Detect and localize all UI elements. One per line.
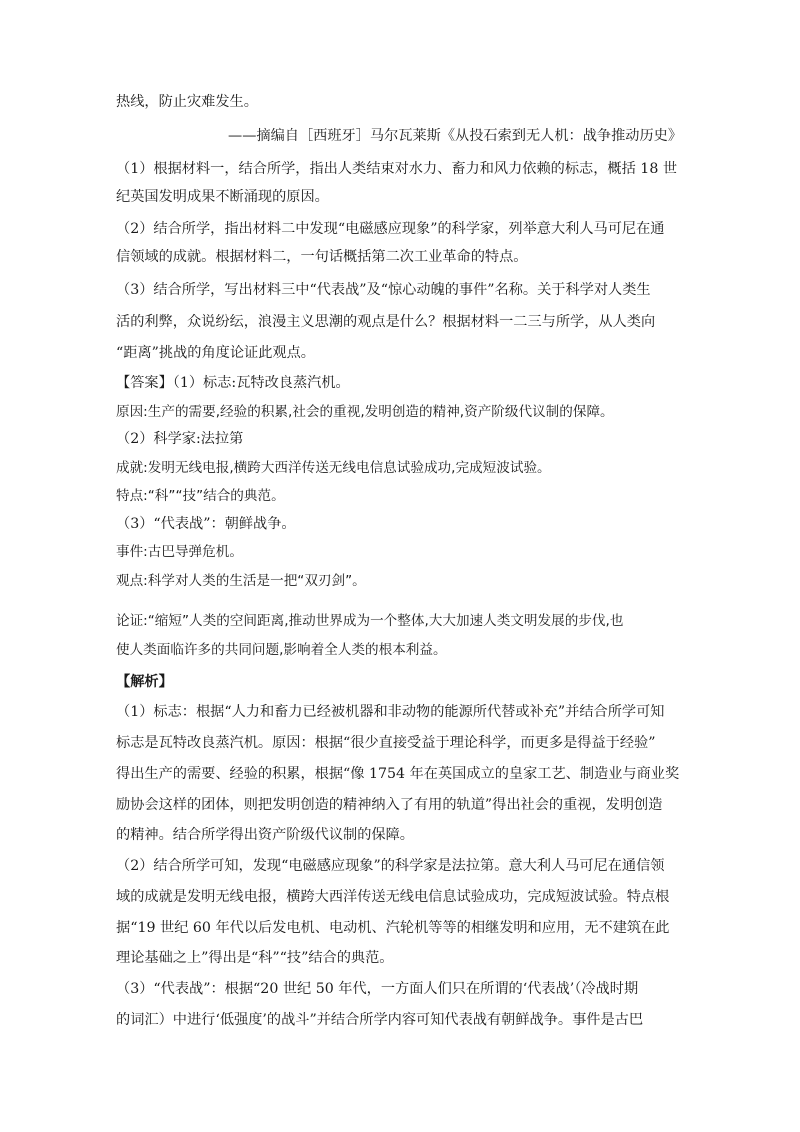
analysis-line: 据“19 世纪 60 年代以后发电机、电动机、汽轮机等等的相继发明和应用，无不建筑在此: [116, 920, 670, 936]
answer-line: 观点:科学对人类的生活是一把“双刃剑”。: [116, 573, 366, 589]
analysis-heading: 【解析】: [116, 674, 173, 690]
answer-line: （2）科学家:法拉第: [116, 431, 244, 447]
answer-line: 事件:古巴导弹危机。: [116, 544, 243, 560]
analysis-line: 域的成就是发明无线电报，横跨大西洋传送无线电信息试验成功，完成短波试验。特点根: [116, 889, 670, 905]
question-line: （2）结合所学，指出材料二中发现“电磁感应现象”的科学家，列举意大利人马可尼在通: [116, 221, 665, 237]
answer-line: 原因:生产的需要,经验的积累,社会的重视,发明创造的精神,资产阶级代议制的保障。: [116, 404, 614, 420]
analysis-line: 的精神。结合所学得出资产阶级代议制的保障。: [116, 827, 414, 843]
answer-line: 成就:发明无线电报,横跨大西洋传送无线电信息试验成功,完成短波试验。: [116, 460, 551, 476]
answer-heading: 【答案】（1）标志:瓦特改良蒸汽机。: [116, 375, 350, 391]
analysis-line: （1）标志：根据“人力和畜力已经被机器和非动物的能源所代替或补充”并结合所学可知: [116, 704, 665, 720]
question-line: 信领域的成就。根据材料二，一句话概括第二次工业革命的特点。: [116, 249, 528, 265]
analysis-line: 标志是瓦特改良蒸汽机。原因：根据“很少直接受益于理论科学，而更多是得益于经验”: [116, 735, 656, 751]
question-line: 纪英国发明成果不断涌现的原因。: [116, 189, 329, 205]
answer-line: 论证:“缩短”人类的空间距离,推动世界成为一个整体,大大加速人类文明发展的步伐,也: [116, 613, 624, 629]
question-line: （3）结合所学，写出材料三中“代表战”及“惊心动魄的事件”名称。关于科学对人类生: [116, 282, 651, 298]
source-citation: ——摘编自［西班牙］马尔瓦莱斯《从投石索到无人机：战争推动历史》: [228, 128, 683, 144]
text-line: 热线，防止灾难发生。: [116, 94, 258, 110]
analysis-line: 得出生产的需要、经验的积累，根据“像 1754 年在英国成立的皇家工艺、制造业与商业奖: [116, 766, 680, 782]
answer-line: （3）“代表战”：朝鲜战争。: [116, 516, 296, 532]
analysis-line: 励协会这样的团体，则把发明创造的精神纳入了有用的轨道”得出社会的重视，发明创造: [116, 797, 663, 813]
question-line: （1）根据材料一，结合所学，指出人类结束对水力、畜力和风力依赖的标志，概括 18 世: [116, 161, 678, 177]
question-line: 活的利弊，众说纷纭，浪漫主义思潮的观点是什么？根据材料一二三与所学，从人类向: [116, 314, 656, 330]
answer-line: 使人类面临许多的共同问题,影响着全人类的根本利益。: [116, 642, 447, 658]
question-line: “距离”挑战的角度论证此观点。: [116, 345, 315, 361]
answer-line: 特点:“科”“技”结合的典范。: [116, 488, 285, 504]
analysis-line: （2）结合所学可知，发现“电磁感应现象”的科学家是法拉第。意大利人马可尼在通信领: [116, 858, 665, 874]
analysis-line: 理论基础之上”得出是“科”“技”结合的典范。: [116, 950, 394, 966]
analysis-line: （3）“代表战”：根据“20 世纪 50 年代，一方面人们只在所谓的‘代表战’（冷战时期: [116, 981, 639, 997]
analysis-line: 的词汇）中进行‘低强度’的战斗”并结合所学内容可知代表战有朝鲜战争。事件是古巴: [116, 1012, 644, 1028]
